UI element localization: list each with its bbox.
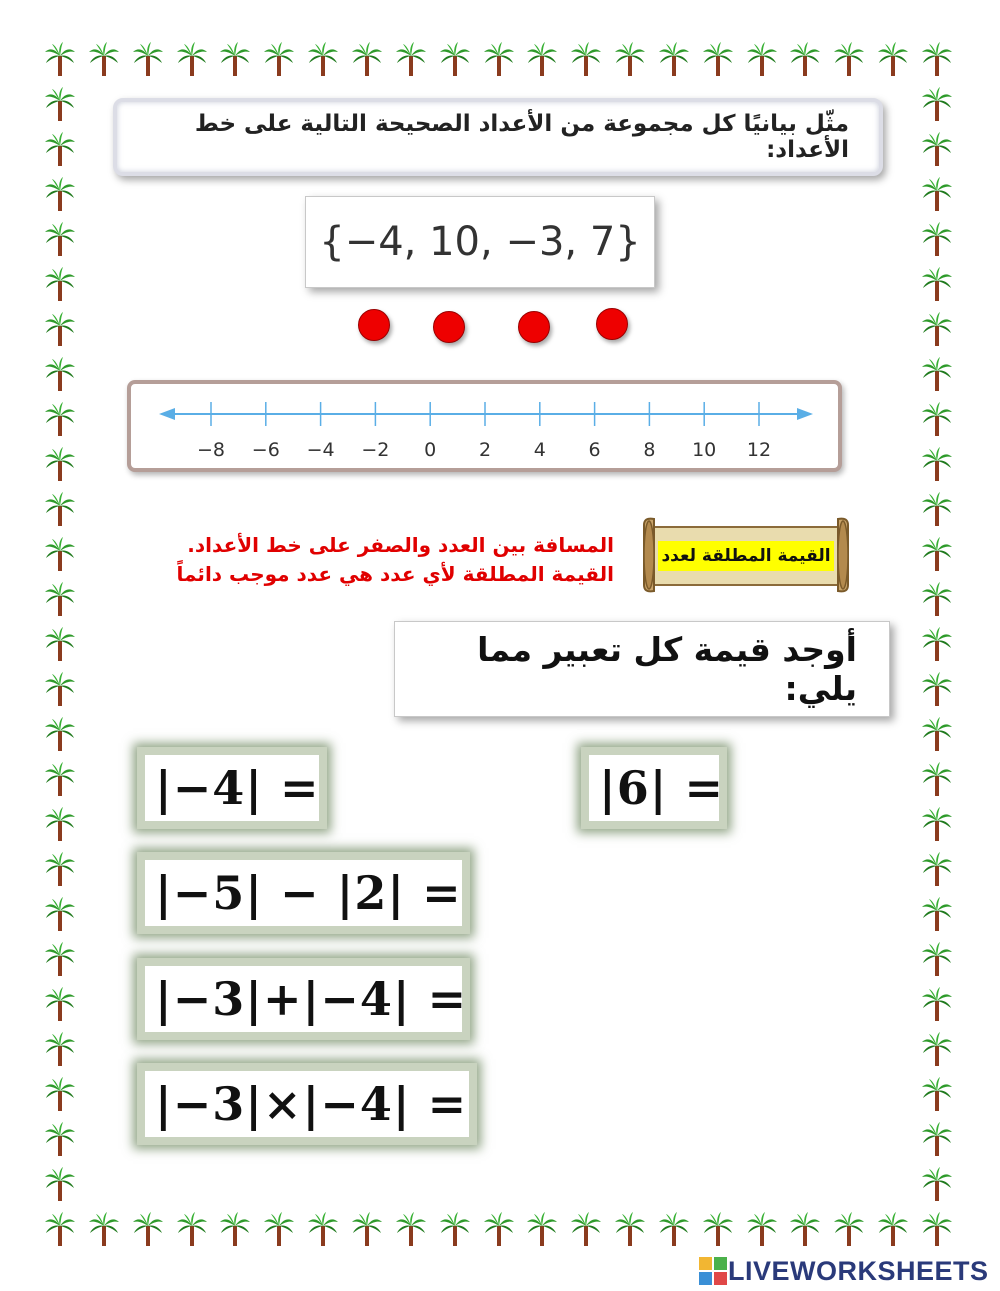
number-line-tick-label: 2 xyxy=(478,439,492,461)
number-line-tick-label: 4 xyxy=(533,439,546,461)
palm-tree-icon xyxy=(659,1212,689,1246)
palm-tree-icon xyxy=(352,1212,382,1246)
palm-tree-icon xyxy=(45,312,75,346)
palm-tree-icon xyxy=(922,762,952,796)
palm-tree-icon xyxy=(308,42,338,76)
palm-tree-icon xyxy=(922,132,952,166)
palm-tree-icon xyxy=(922,447,952,481)
expression-text: |−3|×|−4| = xyxy=(155,1077,468,1131)
palm-tree-icon xyxy=(264,1212,294,1246)
palm-tree-icon xyxy=(922,852,952,886)
draggable-point-1[interactable] xyxy=(358,309,390,341)
definition-line-1: المسافة بين العدد والصفر على خط الأعداد. xyxy=(187,533,614,557)
palm-tree-icon xyxy=(922,357,952,391)
palm-tree-icon xyxy=(45,492,75,526)
palm-tree-icon xyxy=(615,42,645,76)
absolute-value-definition xyxy=(134,531,614,589)
expression-abs-6 xyxy=(581,747,727,829)
palm-tree-icon xyxy=(45,1122,75,1156)
palm-tree-icon xyxy=(922,402,952,436)
palm-tree-icon xyxy=(45,87,75,121)
palm-tree-icon xyxy=(308,1212,338,1246)
palm-tree-icon xyxy=(45,762,75,796)
definition-line-2: القيمة المطلقة لأي عدد هي عدد موجب دائماً xyxy=(176,562,614,586)
palm-tree-icon xyxy=(834,42,864,76)
palm-tree-icon xyxy=(527,42,557,76)
number-line-tick-label: −6 xyxy=(251,439,280,461)
palm-tree-icon xyxy=(45,132,75,166)
number-line-frame xyxy=(127,380,842,472)
palm-tree-icon xyxy=(922,312,952,346)
palm-tree-icon xyxy=(45,987,75,1021)
palm-tree-icon xyxy=(922,807,952,841)
instruction-2-text: أوجد قيمة كل تعبير مما يلي: xyxy=(477,630,857,708)
instruction-find-value xyxy=(394,621,890,717)
left-arrow-icon xyxy=(159,408,175,420)
palm-tree-icon xyxy=(790,42,820,76)
draggable-point-4[interactable] xyxy=(596,308,628,340)
expression-abs-neg5-minus-abs-2 xyxy=(137,852,470,934)
palm-tree-icon xyxy=(45,1077,75,1111)
palm-tree-icon xyxy=(922,177,952,211)
palm-tree-icon xyxy=(133,1212,163,1246)
palm-tree-icon xyxy=(922,537,952,571)
integer-set-text: {−4, 10, −3, 7} xyxy=(319,219,641,265)
palm-tree-icon xyxy=(45,717,75,751)
liveworksheets-icon xyxy=(698,1256,728,1286)
palm-tree-icon xyxy=(527,1212,557,1246)
number-line[interactable] xyxy=(131,384,838,468)
palm-tree-icon xyxy=(703,42,733,76)
palm-tree-icon xyxy=(922,1122,952,1156)
palm-tree-icon xyxy=(922,987,952,1021)
palm-tree-icon xyxy=(922,717,952,751)
number-line-tick-label: −2 xyxy=(361,439,390,461)
number-line-tick-label: 10 xyxy=(692,439,717,461)
expression-text: |−5| − |2| = xyxy=(155,866,462,920)
palm-tree-icon xyxy=(922,492,952,526)
expression-abs-neg4 xyxy=(137,747,327,829)
palm-tree-icon xyxy=(922,222,952,256)
palm-tree-icon xyxy=(177,1212,207,1246)
number-line-tick-label: 8 xyxy=(643,439,656,461)
palm-tree-icon xyxy=(45,537,75,571)
palm-tree-icon xyxy=(922,87,952,121)
palm-tree-icon xyxy=(571,1212,601,1246)
palm-tree-icon xyxy=(659,42,689,76)
palm-tree-icon xyxy=(922,942,952,976)
palm-tree-icon xyxy=(45,672,75,706)
palm-tree-icon xyxy=(922,1032,952,1066)
palm-tree-icon xyxy=(790,1212,820,1246)
palm-tree-icon xyxy=(922,1077,952,1111)
palm-tree-icon xyxy=(747,42,777,76)
instruction-1-text: مثّل بيانيًا كل مجموعة من الأعداد الصحيحة التالية على خط الأعداد: xyxy=(194,111,849,163)
number-line-tick-label: −4 xyxy=(306,439,335,461)
palm-tree-icon xyxy=(45,177,75,211)
palm-tree-icon xyxy=(834,1212,864,1246)
palm-tree-icon xyxy=(45,852,75,886)
expression-text: |−3|+|−4| = xyxy=(155,972,468,1026)
palm-tree-icon xyxy=(922,672,952,706)
palm-tree-icon xyxy=(615,1212,645,1246)
palm-tree-icon xyxy=(922,897,952,931)
expression-abs-neg3-plus-abs-neg4 xyxy=(137,958,470,1040)
palm-tree-icon xyxy=(484,1212,514,1246)
palm-tree-icon xyxy=(45,357,75,391)
palm-tree-icon xyxy=(45,1032,75,1066)
palm-tree-icon xyxy=(45,447,75,481)
right-arrow-icon xyxy=(797,408,813,420)
palm-tree-icon xyxy=(440,1212,470,1246)
liveworksheets-name: LIVEWORKSHEETS xyxy=(728,1255,989,1286)
palm-tree-icon xyxy=(922,582,952,616)
liveworksheets-logo xyxy=(698,1254,998,1288)
palm-tree-icon xyxy=(45,807,75,841)
palm-tree-icon xyxy=(571,42,601,76)
palm-tree-icon xyxy=(922,1167,952,1201)
palm-tree-icon xyxy=(89,42,119,76)
number-line-tick-label: 0 xyxy=(424,439,437,461)
absolute-value-title: القيمة المطلقة لعدد xyxy=(658,541,834,571)
palm-tree-icon xyxy=(352,42,382,76)
palm-tree-icon xyxy=(45,267,75,301)
palm-tree-icon xyxy=(440,42,470,76)
palm-tree-icon xyxy=(45,222,75,256)
palm-tree-icon xyxy=(703,1212,733,1246)
palm-tree-icon xyxy=(45,942,75,976)
instruction-graph-integers xyxy=(113,98,883,176)
palm-tree-icon xyxy=(922,42,952,76)
palm-tree-icon xyxy=(45,582,75,616)
palm-tree-icon xyxy=(89,1212,119,1246)
number-line-tick-label: 12 xyxy=(746,439,772,461)
palm-tree-icon xyxy=(878,42,908,76)
draggable-point-2[interactable] xyxy=(433,311,465,343)
palm-tree-icon xyxy=(177,42,207,76)
palm-tree-icon xyxy=(220,1212,250,1246)
expression-abs-neg3-times-abs-neg4 xyxy=(137,1063,477,1145)
palm-tree-icon xyxy=(878,1212,908,1246)
palm-tree-icon xyxy=(747,1212,777,1246)
integer-set-box xyxy=(305,196,655,288)
number-line-tick-label: −8 xyxy=(196,439,226,461)
palm-tree-icon xyxy=(45,1212,75,1246)
palm-tree-icon xyxy=(922,627,952,661)
palm-tree-icon xyxy=(220,42,250,76)
palm-tree-icon xyxy=(396,1212,426,1246)
palm-tree-icon xyxy=(922,1212,952,1246)
palm-tree-icon xyxy=(922,267,952,301)
palm-tree-icon xyxy=(45,897,75,931)
palm-tree-icon xyxy=(264,42,294,76)
palm-tree-icon xyxy=(45,1167,75,1201)
number-line-tick-label: 6 xyxy=(588,439,601,461)
expression-text: |−4| = xyxy=(155,761,320,815)
palm-tree-icon xyxy=(396,42,426,76)
palm-tree-icon xyxy=(45,42,75,76)
palm-tree-icon xyxy=(484,42,514,76)
palm-tree-icon xyxy=(45,627,75,661)
draggable-point-3[interactable] xyxy=(518,311,550,343)
expression-text: |6| = xyxy=(599,761,725,815)
palm-tree-icon xyxy=(45,402,75,436)
palm-tree-icon xyxy=(133,42,163,76)
